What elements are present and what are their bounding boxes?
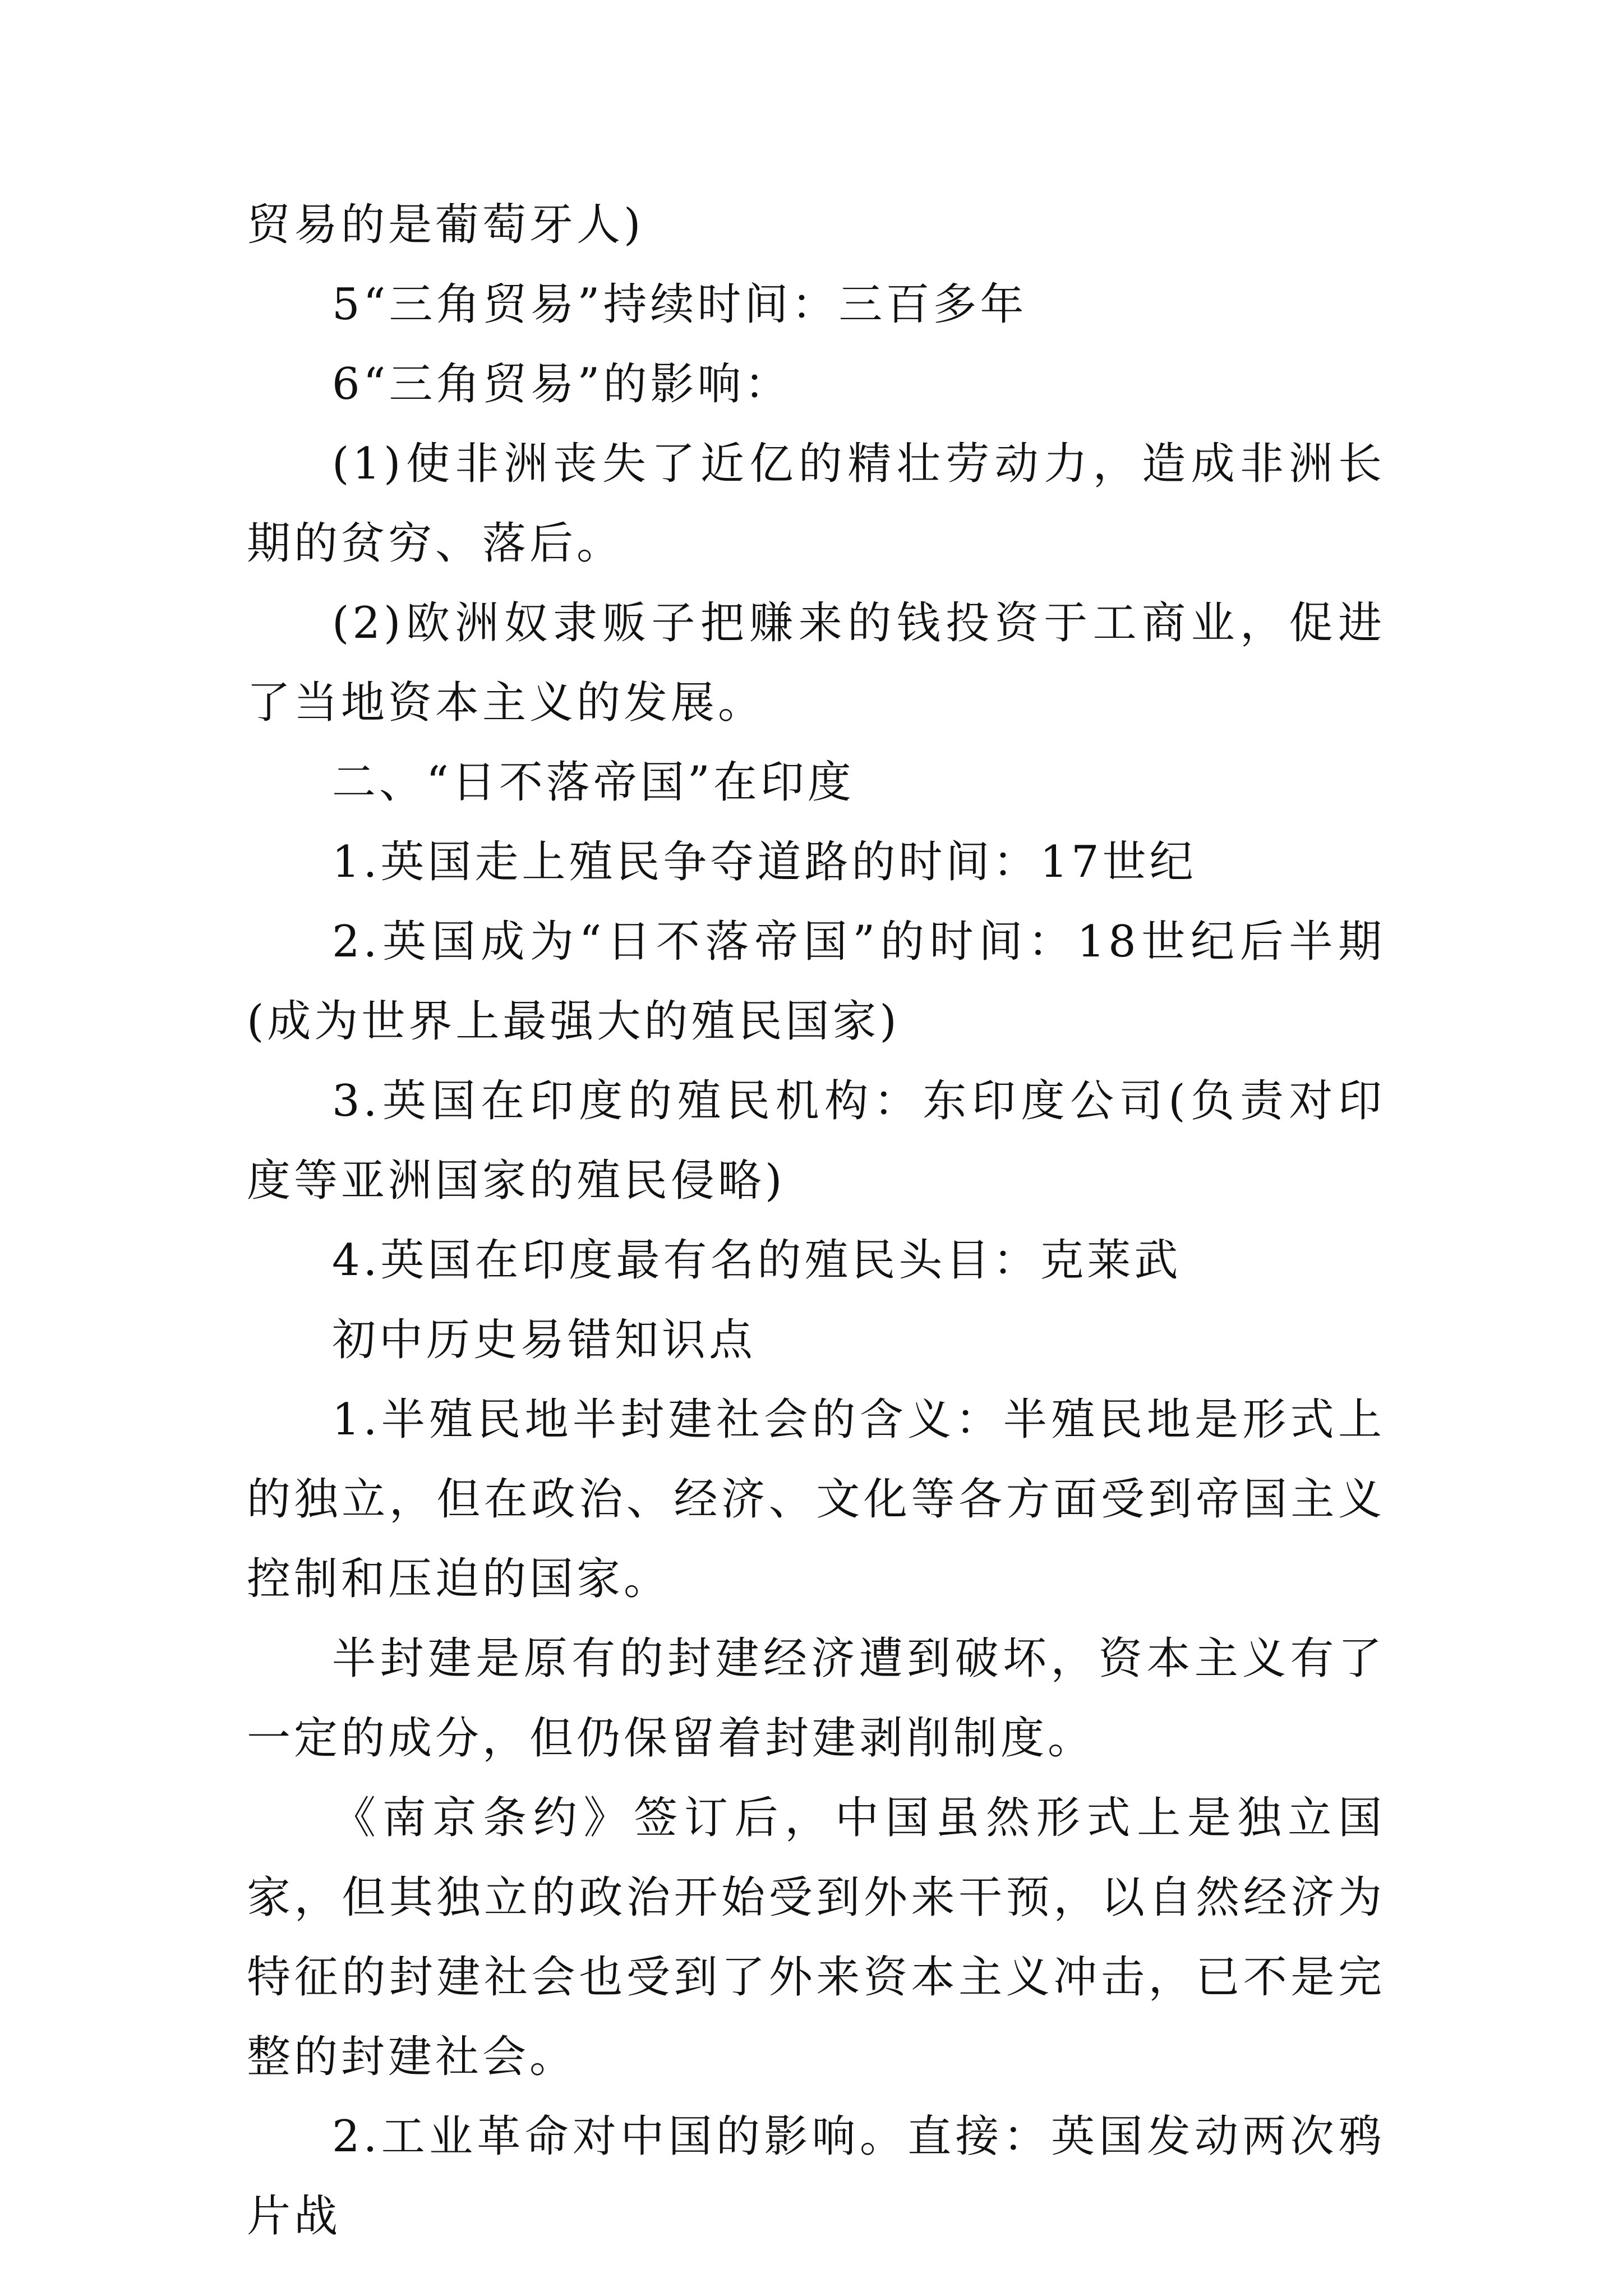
paragraph-treaty-of-nanjing: 《南京条约》签订后，中国虽然形式上是独立国家，但其独立的政治开始受到外来干预，以自然经济为特征的封建社会也受到了外来资本主义冲击，已不是完整的封建社会。 <box>247 1793 1385 2082</box>
paragraph-semi-colonial-definition: 1.半殖民地半封建社会的含义：半殖民地是形式上的独立，但在政治、经济、文化等各方面受到帝国主义控制和压迫的国家。 <box>247 1395 1385 1604</box>
paragraph-semi-feudal-definition: 半封建是原有的封建经济遭到破坏，资本主义有了一定的成分，但仍保留着封建剥削制度。 <box>247 1634 1385 1764</box>
paragraph-industrial-revolution-impact: 2.工业革命对中国的影响。直接：英国发动两次鸦片战 <box>247 2111 1385 2242</box>
paragraph-triangle-trade-impact: 6“三角贸易”的影响： <box>332 359 792 409</box>
document-body <box>247 185 1385 2256</box>
section-heading-india: 二、“日不落帝国”在印度 <box>332 757 855 808</box>
paragraph-east-india-company: 3.英国在印度的殖民机构：东印度公司(负责对印度等亚洲国家的殖民侵略) <box>247 1076 1385 1206</box>
section-heading-error-prone-points: 初中历史易错知识点 <box>332 1315 757 1365</box>
paragraph-clive: 4.英国在印度最有名的殖民头目：克莱武 <box>332 1235 1182 1286</box>
paragraph-impact-africa: (1)使非洲丧失了近亿的精壮劳动力，造成非洲长期的贫穷、落后。 <box>247 439 1385 569</box>
paragraph-impact-europe: (2)欧洲奴隶贩子把赚来的钱投资于工商业，促进了当地资本主义的发展。 <box>247 598 1385 728</box>
paragraph-britain-empire-time: 2.英国成为“日不落帝国”的时间：18世纪后半期(成为世界上最强大的殖民国家) <box>247 917 1385 1047</box>
paragraph-britain-colonial-time: 1.英国走上殖民争夺道路的时间：17世纪 <box>332 837 1197 887</box>
paragraph-triangle-trade-duration: 5“三角贸易”持续时间：三百多年 <box>332 279 1027 330</box>
paragraph-continuation: 贸易的是葡萄牙人) <box>247 200 644 250</box>
